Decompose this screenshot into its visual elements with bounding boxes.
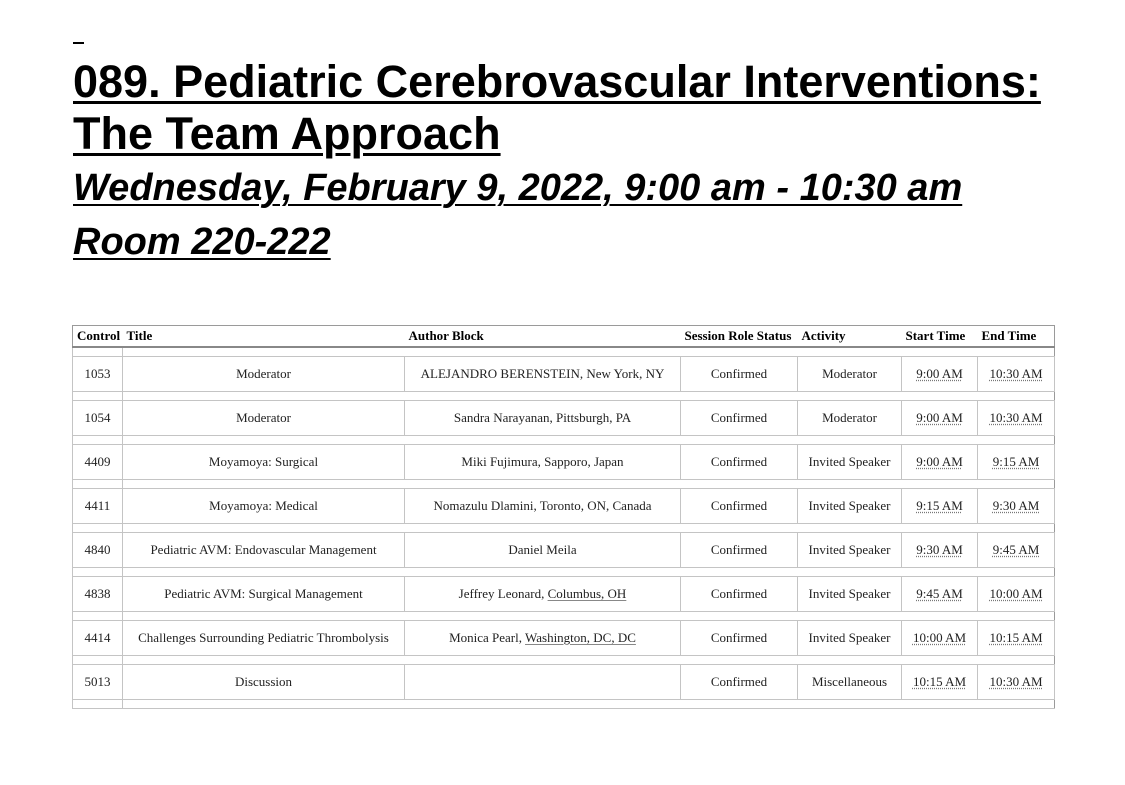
- end-time: 10:30 AM: [989, 674, 1043, 689]
- cell-end-time: [978, 665, 1055, 700]
- header-control: Control: [73, 326, 123, 348]
- decorative-dash: [73, 42, 84, 44]
- cell-end-time: [978, 445, 1055, 480]
- table-row: [73, 401, 1055, 436]
- cell-activity: Invited Speaker: [798, 489, 902, 524]
- table-row: [73, 665, 1055, 700]
- separator-cell: [73, 700, 123, 709]
- header-end-time: End Time: [978, 326, 1055, 348]
- cell-start-time: [902, 533, 978, 568]
- table-row: [73, 445, 1055, 480]
- cell-control: 4411: [73, 489, 123, 524]
- end-time: 10:30 AM: [989, 366, 1043, 381]
- cell-activity: Moderator: [798, 357, 902, 392]
- separator-cell: [123, 347, 1055, 357]
- cell-status: Confirmed: [681, 489, 798, 524]
- cell-control: 5013: [73, 665, 123, 700]
- cell-status: Confirmed: [681, 533, 798, 568]
- start-time: 9:00 AM: [916, 454, 963, 469]
- cell-title: Moderator: [123, 357, 405, 392]
- cell-control: 4414: [73, 621, 123, 656]
- separator-cell: [123, 436, 1055, 445]
- separator-cell: [73, 656, 123, 665]
- cell-end-time: [978, 577, 1055, 612]
- cell-title: Discussion: [123, 665, 405, 700]
- cell-activity: Invited Speaker: [798, 577, 902, 612]
- start-time: 9:45 AM: [916, 586, 963, 601]
- separator-cell: [123, 568, 1055, 577]
- cell-status: Confirmed: [681, 621, 798, 656]
- cell-activity: Moderator: [798, 401, 902, 436]
- table-row: [73, 621, 1055, 656]
- cell-title: Pediatric AVM: Surgical Management: [123, 577, 405, 612]
- cell-start-time: [902, 621, 978, 656]
- separator-cell: [73, 436, 123, 445]
- separator-cell: [123, 700, 1055, 709]
- cell-activity: Invited Speaker: [798, 533, 902, 568]
- start-time: 10:15 AM: [912, 674, 967, 689]
- author-name: Nomazulu Dlamini, Toronto, ON, Canada: [433, 498, 652, 513]
- row-separator: [73, 392, 1055, 401]
- separator-cell: [123, 656, 1055, 665]
- table-row: [73, 357, 1055, 392]
- row-separator: [73, 436, 1055, 445]
- start-time: 9:00 AM: [916, 366, 963, 381]
- separator-cell: [123, 480, 1055, 489]
- cell-author-block: [405, 489, 681, 524]
- separator-cell: [73, 347, 123, 357]
- author-name: ALEJANDRO BERENSTEIN, New York, NY: [420, 366, 665, 381]
- cell-title: Moderator: [123, 401, 405, 436]
- separator-cell: [123, 392, 1055, 401]
- cell-end-time: [978, 401, 1055, 436]
- cell-end-time: [978, 357, 1055, 392]
- cell-title: Challenges Surrounding Pediatric Thrombolysis: [123, 621, 405, 656]
- start-time: 9:30 AM: [916, 542, 963, 557]
- cell-start-time: [902, 665, 978, 700]
- separator-cell: [73, 480, 123, 489]
- row-separator: [73, 524, 1055, 533]
- table-row: [73, 489, 1055, 524]
- author-name: Jeffrey Leonard,: [458, 586, 548, 601]
- cell-activity: Miscellaneous: [798, 665, 902, 700]
- cell-control: 4840: [73, 533, 123, 568]
- start-time: 9:00 AM: [916, 410, 963, 425]
- cell-status: Confirmed: [681, 445, 798, 480]
- session-date-time: Wednesday, February 9, 2022, 9:00 am - 10:30 am: [73, 167, 963, 209]
- row-separator: [73, 480, 1055, 489]
- cell-status: Confirmed: [681, 401, 798, 436]
- end-time: 10:30 AM: [989, 410, 1043, 425]
- cell-start-time: [902, 489, 978, 524]
- author-location-link[interactable]: Columbus, OH: [547, 586, 627, 601]
- cell-activity: Invited Speaker: [798, 445, 902, 480]
- cell-control: 4838: [73, 577, 123, 612]
- schedule-table: [72, 325, 1055, 709]
- cell-author-block: [405, 665, 681, 700]
- end-time: 10:00 AM: [989, 586, 1043, 601]
- header-author-block: Author Block: [405, 326, 681, 348]
- header-activity: Activity: [798, 326, 902, 348]
- cell-end-time: [978, 533, 1055, 568]
- cell-title: Moyamoya: Medical: [123, 489, 405, 524]
- row-separator: [73, 347, 1055, 357]
- header-start-time: Start Time: [902, 326, 978, 348]
- author-location-link[interactable]: Washington, DC, DC: [525, 630, 636, 645]
- session-room: Room 220-222: [73, 221, 331, 263]
- cell-control: 1053: [73, 357, 123, 392]
- session-title: 089. Pediatric Cerebrovascular Interventions: The Team Approach: [73, 56, 1041, 159]
- author-name: Miki Fujimura, Sapporo, Japan: [461, 454, 624, 469]
- author-name: Daniel Meila: [508, 542, 577, 557]
- cell-start-time: [902, 357, 978, 392]
- row-separator: [73, 612, 1055, 621]
- cell-start-time: [902, 577, 978, 612]
- separator-cell: [123, 524, 1055, 533]
- header-title: Title: [123, 326, 405, 348]
- cell-start-time: [902, 445, 978, 480]
- cell-title: Pediatric AVM: Endovascular Management: [123, 533, 405, 568]
- end-time: 9:15 AM: [992, 454, 1040, 469]
- cell-author-block: [405, 533, 681, 568]
- cell-control: 4409: [73, 445, 123, 480]
- start-time: 9:15 AM: [916, 498, 963, 513]
- row-separator: [73, 568, 1055, 577]
- end-time: 9:45 AM: [992, 542, 1040, 557]
- cell-end-time: [978, 621, 1055, 656]
- cell-author-block: [405, 445, 681, 480]
- table-row: [73, 533, 1055, 568]
- cell-start-time: [902, 401, 978, 436]
- cell-status: Confirmed: [681, 577, 798, 612]
- cell-author-block: [405, 577, 681, 612]
- table-row: [73, 577, 1055, 612]
- separator-cell: [73, 392, 123, 401]
- header-session-role-status: Session Role Status: [681, 326, 798, 348]
- separator-cell: [73, 612, 123, 621]
- table-header-row: [73, 326, 1055, 348]
- cell-status: Confirmed: [681, 357, 798, 392]
- cell-title: Moyamoya: Surgical: [123, 445, 405, 480]
- cell-author-block: [405, 401, 681, 436]
- row-separator: [73, 700, 1055, 709]
- separator-cell: [73, 524, 123, 533]
- cell-end-time: [978, 489, 1055, 524]
- cell-status: Confirmed: [681, 665, 798, 700]
- author-name: Sandra Narayanan, Pittsburgh, PA: [453, 410, 632, 425]
- cell-author-block: [405, 357, 681, 392]
- separator-cell: [73, 568, 123, 577]
- cell-author-block: [405, 621, 681, 656]
- author-name: Monica Pearl,: [449, 630, 526, 645]
- start-time: 10:00 AM: [912, 630, 967, 645]
- end-time: 10:15 AM: [989, 630, 1043, 645]
- separator-cell: [123, 612, 1055, 621]
- cell-activity: Invited Speaker: [798, 621, 902, 656]
- row-separator: [73, 656, 1055, 665]
- cell-control: 1054: [73, 401, 123, 436]
- end-time: 9:30 AM: [992, 498, 1040, 513]
